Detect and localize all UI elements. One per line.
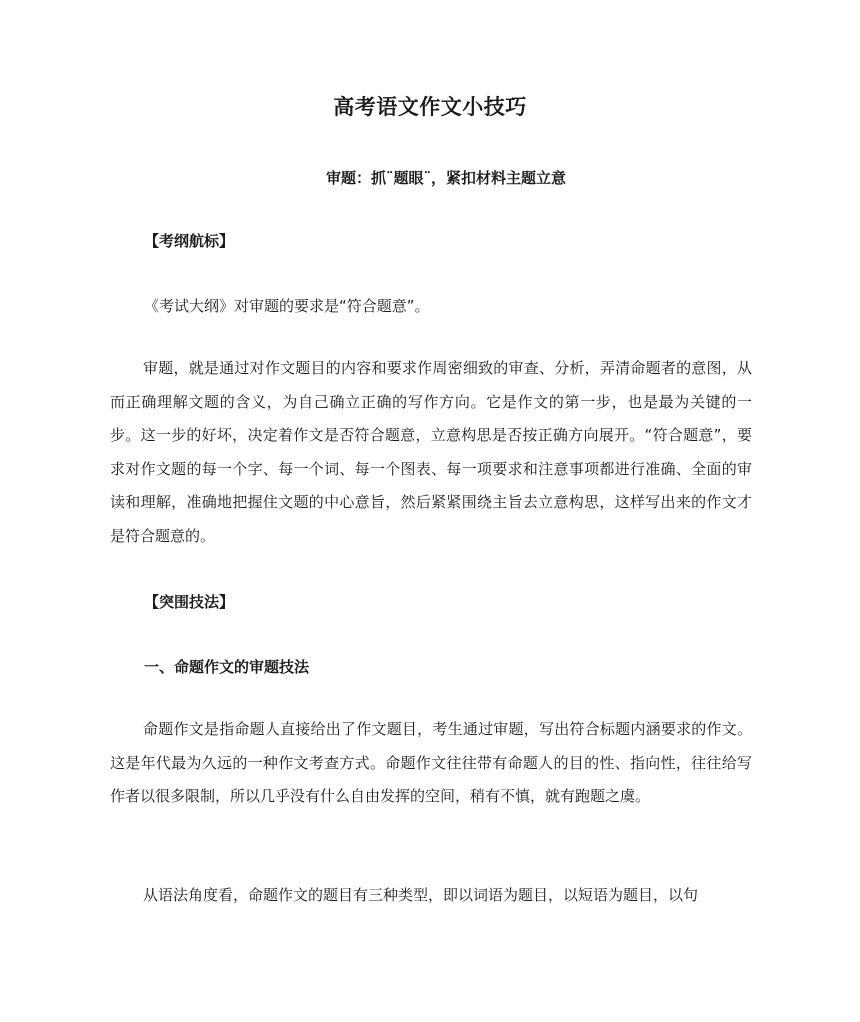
paragraph-shenti: 审题，就是通过对作文题目的内容和要求作周密细致的审查、分析，弄清命题者的意图，从而正确理解文题的含义，为自己确立正确的写作方向。它是作文的第一步，也是最为关键的一步。这一步的好坏，决定着作文是否符合题意，立意构思是否按正确方向展开。“符合题意”，要求对作文题的每一个字、每一个词、每一个图表、每一项要求和注意事项都进行准确、全面的审读和理解，准确地把握住文题的中心意旨，然后紧紧围绕主旨去立意构思，这样写出来的作文才是符合题意的。 bbox=[110, 359, 752, 545]
document-subtitle: 审题：抓¨题眼¨，紧扣材料主题立意 bbox=[325, 169, 566, 187]
heading-mingti-technique: 一、命题作文的审题技法 bbox=[144, 658, 310, 676]
kaogang-text: 《考试大纲》对审题的要求是“符合题意”。 bbox=[144, 297, 430, 315]
paragraph-yufa: 从语法角度看，命题作文的题目有三种类型，即以词语为题目，以短语为题目，以句 bbox=[143, 886, 699, 904]
paragraph-mingti: 命题作文是指命题人直接给出了作文题目，考生通过审题，写出符合标题内涵要求的作文。这是年代最为久远的一种作文考查方式。命题作文往往带有命题人的目的性、指向性，往往给写作者以很多限制，所以几乎没有什么自由发挥的空间，稍有不慎，就有跑题之虞。 bbox=[110, 720, 752, 805]
section-heading-tuwei: 【突围技法】 bbox=[144, 593, 235, 611]
section-heading-kaogang: 【考纲航标】 bbox=[144, 232, 235, 250]
document-title: 高考语文作文小技巧 bbox=[333, 95, 527, 119]
